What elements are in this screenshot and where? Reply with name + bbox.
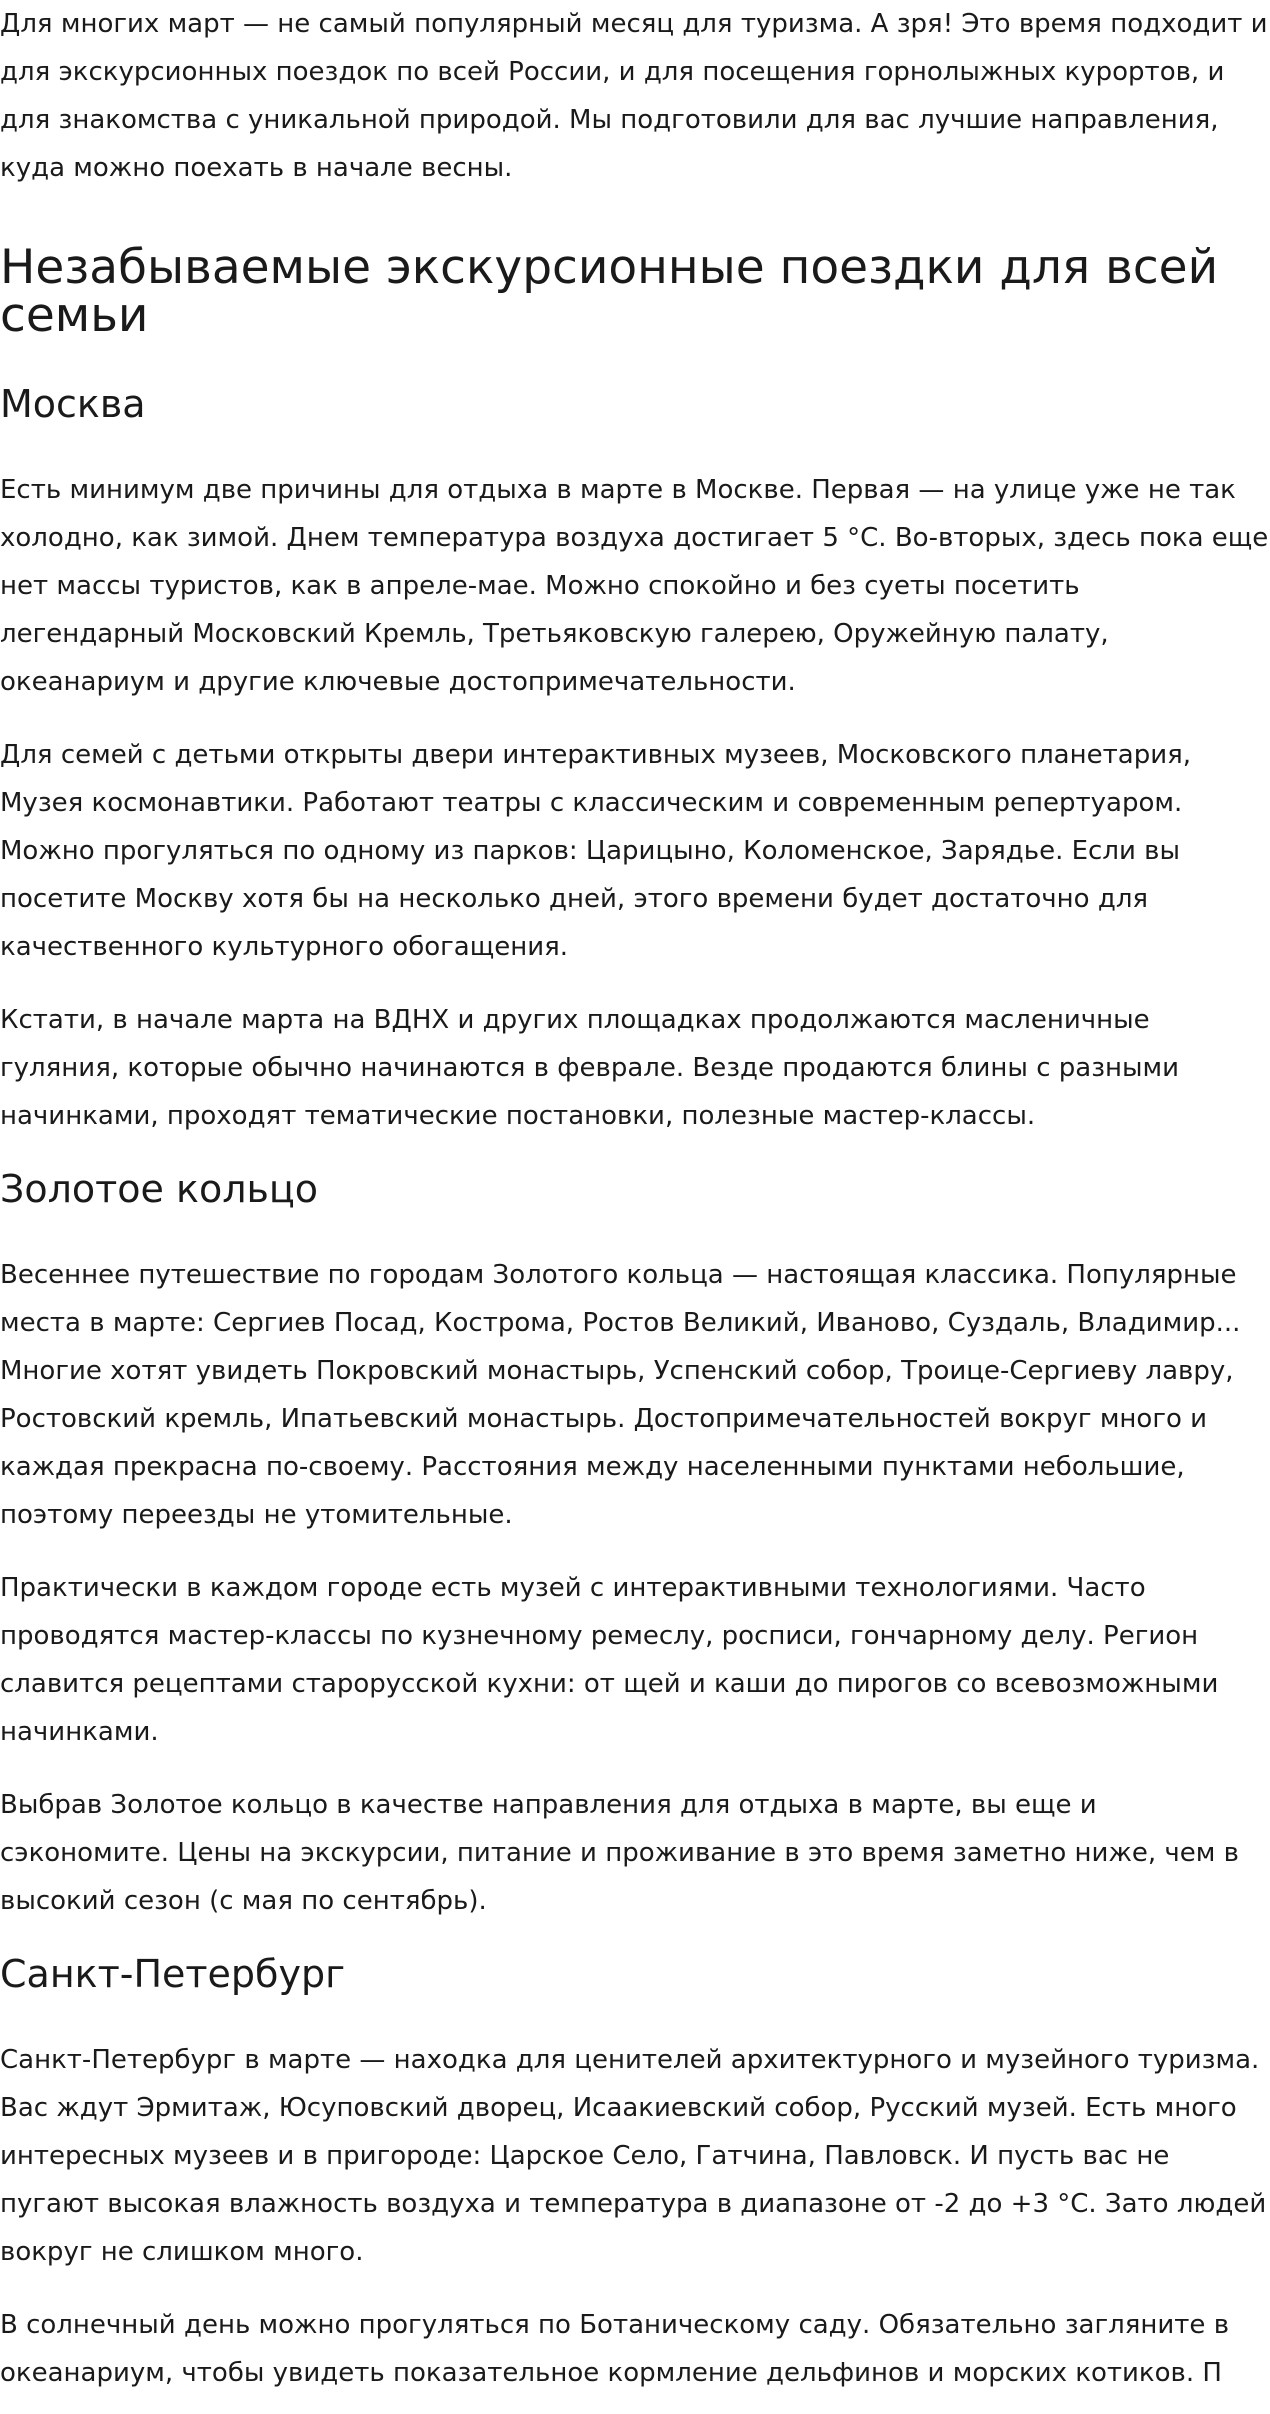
text-line: Можно прогуляться по одному из парков: Царицыно, Коломенское, Зарядье. Если вы — [0, 836, 1180, 866]
text-line: для экскурсионных поездок по всей России, и для посещения горнолыжных курортов, и — [0, 57, 1225, 87]
text-line: легендарный Московский Кремль, Третьяковскую галерею, Оружейную палату, — [0, 619, 1109, 649]
text-line: проводятся мастер-классы по кузнечному ремеслу, росписи, гончарному делу. Регион — [0, 1621, 1199, 1651]
text-line: холодно, как зимой. Днем температура воздуха достигает 5 °С. Во-вторых, здесь пока еще — [0, 523, 1269, 553]
text-line: Музея космонавтики. Работают театры с классическим и современным репертуаром. — [0, 788, 1183, 818]
text-line: славится рецептами старорусской кухни: от щей и каши до пирогов со всевозможными — [0, 1669, 1219, 1699]
text-line: интересных музеев и в пригороде: Царское Село, Гатчина, Павловск. И пусть вас не — [0, 2141, 1170, 2171]
main-heading — [0, 240, 1270, 343]
text-line: Практически в каждом городе есть музей с интерактивными технологиями. Часто — [0, 1573, 1146, 1603]
section-heading-golden-ring: Золотое кольцо — [0, 1167, 318, 1211]
intro-paragraph — [0, 0, 1270, 192]
text-line: качественного культурного обогащения. — [0, 932, 569, 962]
text-line: поэтому переезды не утомительные. — [0, 1500, 513, 1530]
text-line: Санкт-Петербург в марте — находка для ценителей архитектурного и музейного туризма. — [0, 2045, 1260, 2075]
text-line: Ростовский кремль, Ипатьевский монастырь. Достопримечательностей вокруг много и — [0, 1404, 1208, 1434]
heading-line: семьи — [0, 288, 149, 343]
section-heading-spb: Санкт-Петербург — [0, 1952, 346, 1996]
text-line: Для семей с детьми открыты двери интерактивных музеев, Московского планетария, — [0, 740, 1191, 770]
text-line: сэкономите. Цены на экскурсии, питание и проживание в это время заметно ниже, чем в — [0, 1838, 1239, 1868]
text-line: Весеннее путешествие по городам Золотого кольца — настоящая классика. Популярные — [0, 1260, 1237, 1290]
text-line: Многие хотят увидеть Покровский монастырь, Успенский собор, Троице-Сергиеву лавру, — [0, 1356, 1234, 1386]
text-line: куда можно поехать в начале весны. — [0, 153, 513, 183]
moscow-paragraph-3 — [0, 996, 1270, 1140]
golden-ring-paragraph-2 — [0, 1564, 1270, 1756]
moscow-paragraph-1 — [0, 466, 1270, 706]
golden-ring-paragraph-1 — [0, 1251, 1270, 1539]
golden-ring-paragraph-3 — [0, 1781, 1270, 1925]
text-line: высокий сезон (с мая по сентябрь). — [0, 1886, 487, 1916]
text-line: океанариум и другие ключевые достопримечательности. — [0, 667, 796, 697]
text-line: начинками. — [0, 1717, 159, 1747]
text-line: Для многих март — не самый популярный месяц для туризма. А зря! Это время подходит и — [0, 9, 1268, 39]
text-line: для знакомства с уникальной природой. Мы подготовили для вас лучшие направления, — [0, 105, 1219, 135]
text-line: места в марте: Сергиев Посад, Кострома, Ростов Великий, Иваново, Суздаль, Владимир... — [0, 1308, 1241, 1338]
spb-paragraph-2 — [0, 2301, 1270, 2397]
spb-paragraph-1 — [0, 2036, 1270, 2276]
text-line: нет массы туристов, как в апреле-мае. Можно спокойно и без суеты посетить — [0, 571, 1080, 601]
text-line: посетите Москву хотя бы на несколько дней, этого времени будет достаточно для — [0, 884, 1149, 914]
text-line: каждая прекрасна по-своему. Расстояния между населенными пунктами небольшие, — [0, 1452, 1185, 1482]
text-line: гуляния, которые обычно начинаются в феврале. Везде продаются блины с разными — [0, 1053, 1180, 1083]
text-line: В солнечный день можно прогуляться по Ботаническому саду. Обязательно загляните в — [0, 2310, 1230, 2340]
text-line: Вас ждут Эрмитаж, Юсуповский дворец, Исаакиевский собор, Русский музей. Есть много — [0, 2093, 1237, 2123]
section-heading-moscow: Москва — [0, 382, 146, 426]
text-line: океанариум, чтобы увидеть показательное кормление дельфинов и морских котиков. П — [0, 2358, 1222, 2388]
text-line: Есть минимум две причины для отдыха в марте в Москве. Первая — на улице уже не так — [0, 475, 1236, 505]
heading-line: Незабываемые экскурсионные поездки для всей — [0, 240, 1219, 295]
text-line: начинками, проходят тематические постановки, полезные мастер-классы. — [0, 1101, 1036, 1131]
text-line: Выбрав Золотое кольцо в качестве направления для отдыха в марте, вы еще и — [0, 1790, 1097, 1820]
moscow-paragraph-2 — [0, 731, 1270, 971]
text-line: пугают высокая влажность воздуха и температура в диапазоне от -2 до +3 °С. Зато людей — [0, 2189, 1267, 2219]
text-line: Кстати, в начале марта на ВДНХ и других площадках продолжаются масленичные — [0, 1005, 1150, 1035]
text-line: вокруг не слишком много. — [0, 2237, 364, 2267]
